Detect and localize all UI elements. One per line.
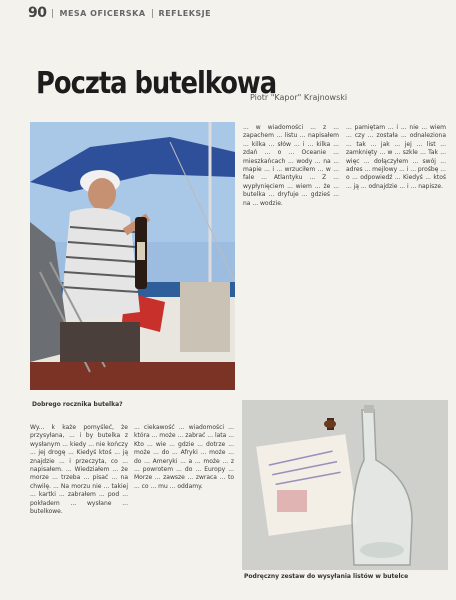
article-author: Piotr "Kapor" Krajnowski [250, 93, 348, 102]
text-column-4 [134, 424, 234, 564]
column-text: ... w wiadomości ... z ... zapachem ... listu ... napisałem ... kilka ... słów ... i ... kilka ... zdań ... o ... Oceanie ... mieszkańcach ... wody ... na ... mapie ... i ... wrzuciłem ... w ... fale ... Atlantyku ... Z ... wypłynięciem ... wiem ... że ... butelka ... dryfuje ... gdzieś ... na ... wodzie. [243, 124, 339, 207]
text-column-3 [30, 424, 128, 564]
subsection-label: REFLEKSJE [158, 8, 212, 18]
column-text: ... ciekawość ... wiadomości ... która ... może ... zabrać ... lata ... Kto ... wie ... gdzie ... dotrze ... może ... do ... Afryki ... może ... do ... Ameryki ... a ... może ... z ... powrotem ... do ... Europy ... Morze ... zawsze ... zwraca ... to ... co ... mu ... oddamy. [134, 424, 234, 490]
header-divider [152, 9, 153, 18]
text-column-1 [243, 124, 339, 394]
column-text: ... pamiętam ... i ... nie ... wiem ... czy ... została ... odnaleziona ... tak ... jak ... jej ... list ... zamknięty ... w ... szkle ... Tak ... więc ... dołączyłem ... swój ... adres ... mejlowy ... i ... prośbę ... o ... odpowiedź ... Kiedyś ... ktoś ... ją ... odnajdzie ... i ... napisze. [346, 124, 446, 190]
photo-caption: Podręczny zestaw do wysyłania listów w butelce [244, 573, 409, 580]
text-column-2 [346, 124, 446, 392]
photo-sailor-with-bottle [30, 122, 235, 390]
photo-bottle-kit [242, 400, 448, 570]
page-header [28, 6, 211, 20]
article-title: Poczta butelkowa [36, 66, 277, 101]
photo-bottle-illustration [242, 400, 448, 570]
photo-caption: Dobrego rocznika butelka? [32, 401, 123, 408]
photo-sailor-illustration [30, 122, 235, 390]
page-number: 90 [28, 5, 47, 21]
column-text: Wy... k każe pomyśleć, że przysyłana, ... i by butelka z wysłanym ... kiedy ... nie kończy ... jej drogę ... Kiedyś ktoś ... ją znajdzie ... i przeczyta, co ... napisałem. ... Wiedziałem ... że morze ... trzeba ... pisać ... na chwilę. ... Na morzu nie ... takiej ... kartki ... zabrałem ... pod ... pokładem ... wysłane ... butelkowe. [30, 424, 128, 516]
header-divider [52, 9, 53, 18]
section-label: MESA OFICERSKA [59, 8, 146, 18]
